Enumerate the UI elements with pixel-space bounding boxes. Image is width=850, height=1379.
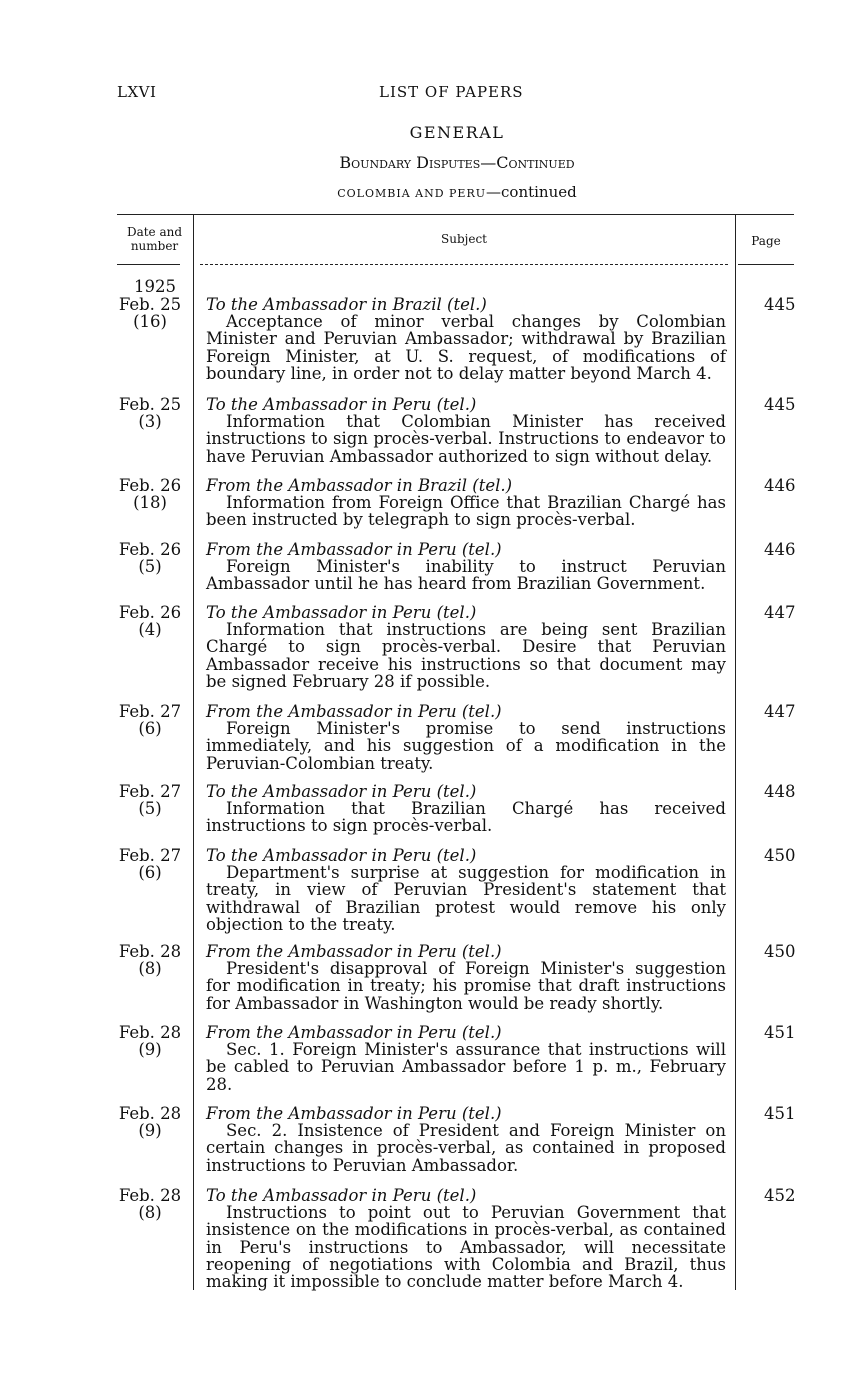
entry-subject-cell [206, 1024, 726, 1093]
entry-heading-text: From the Ambassador in Peru [206, 540, 457, 559]
entry-number: (5) [138, 799, 162, 818]
entry-text: Information that instructions are being sent Brazilian Chargé to sign procès-verbal. Desire that Peruvian Ambassador receive his instructions so that document may be signed February 28 if possible. [206, 620, 726, 691]
entry-number: (6) [138, 863, 162, 882]
entry-subject-cell [206, 604, 726, 690]
entry-page: 447 [764, 603, 796, 622]
entry-page: 451 [764, 1104, 796, 1123]
entry-number: (18) [133, 493, 167, 512]
entry-date: Feb. 28 [118, 1104, 182, 1123]
entry-subject-cell [206, 541, 726, 593]
entry-subject-cell [206, 847, 726, 933]
entry-number: (9) [138, 1040, 162, 1059]
entry-date: Feb. 28 [118, 1186, 182, 1205]
entry-text: Foreign Minister's promise to send instructions immediately, and his suggestion of a modification in the Peruvian-Colombian treaty. [206, 719, 726, 773]
entry-heading-text: To the Ambassador in Peru [206, 782, 432, 801]
entry-heading-text: From the Ambassador in Peru [206, 942, 457, 961]
header-rule-page [738, 264, 794, 265]
entry-subject-cell [206, 1187, 726, 1290]
entry-date-cell [110, 783, 190, 817]
entry-date-cell [110, 296, 190, 330]
entry-number: (3) [138, 412, 162, 431]
entry-heading-text: To the Ambassador in Peru [206, 395, 432, 414]
entry-page: 446 [764, 540, 796, 559]
entry-page: 452 [764, 1186, 796, 1205]
entry-heading [206, 703, 726, 720]
entry-heading-suffix: (tel.) [461, 942, 502, 961]
entry-heading-suffix: (tel.) [447, 295, 487, 314]
entry-text: Sec. 2. Insistence of President and Foreign Minister on certain changes in procès-verbal, as contained in proposed instructions to Peruvian Ambassador. [206, 1121, 726, 1175]
entry-heading [206, 943, 726, 960]
entry-page: 448 [764, 782, 796, 801]
entry-heading [206, 1105, 726, 1122]
subsection-title: Boundary Disputes—Continued [339, 153, 575, 172]
entry-page: 450 [764, 846, 796, 865]
column-header-page: Page [751, 234, 781, 248]
entry-page: 450 [764, 942, 796, 961]
entry-heading-text: From the Ambassador in Brazil [206, 476, 468, 495]
entry-text: President's disapproval of Foreign Minister's suggestion for modification in treaty; his promise that draft instructions for Ambassador in Washington would be ready shortly. [206, 959, 726, 1013]
entry-heading-text: To the Ambassador in Peru [206, 1186, 432, 1205]
header-rule-date [117, 264, 180, 265]
entry-subject-cell [206, 396, 726, 465]
page-number: LXVI [117, 83, 157, 101]
entry-date: Feb. 28 [118, 1023, 182, 1042]
entry-date-cell [110, 1024, 190, 1058]
entry-text: Information from Foreign Office that Brazilian Chargé has been instructed by telegraph to sign procès-verbal. [206, 493, 726, 530]
column-header-subject: Subject [441, 232, 487, 246]
entry-heading-suffix: (tel.) [436, 846, 477, 865]
entry-date-cell [110, 847, 190, 881]
entry-page: 445 [764, 295, 796, 314]
entry-date-cell [110, 541, 190, 575]
entry-number: (8) [138, 959, 162, 978]
entry-heading-text: To the Ambassador in Peru [206, 603, 432, 622]
entry-number: (6) [138, 719, 162, 738]
entry-text: Department's surprise at suggestion for modification in treaty, in view of Peruvian President's statement that withdrawal of Brazilian protest would remove his only objection to the treaty. [206, 863, 726, 934]
subsubsection-title [0, 183, 850, 201]
entry-page: 447 [764, 702, 796, 721]
entry-heading-text: From the Ambassador in Peru [206, 1023, 457, 1042]
entry-heading-text: To the Ambassador in Peru [206, 846, 432, 865]
column-divider-right [735, 215, 736, 1290]
entry-subject-cell [206, 703, 726, 772]
entry-heading [206, 1024, 726, 1041]
entry-number: (4) [138, 620, 162, 639]
entry-heading [206, 847, 726, 864]
entry-heading [206, 541, 726, 558]
column-header-date [117, 225, 192, 253]
entry-date: Feb. 28 [118, 942, 182, 961]
column-header-date-line1: Date and [126, 225, 183, 239]
entry-subject-cell [206, 1105, 726, 1174]
entry-heading [206, 783, 726, 800]
column-header-date-line2: number [130, 239, 179, 253]
entry-number: (9) [138, 1121, 162, 1140]
entry-date: Feb. 27 [118, 702, 182, 721]
entry-subject-cell [206, 296, 726, 382]
entry-date-cell [110, 604, 190, 638]
entry-subject-cell [206, 943, 726, 1012]
entry-date-cell [110, 1105, 190, 1139]
column-divider-left [193, 215, 194, 1290]
entry-heading [206, 1187, 726, 1204]
entry-heading-suffix: (tel.) [461, 540, 502, 559]
page-header [0, 83, 850, 103]
entry-heading-text: From the Ambassador in Peru [206, 1104, 457, 1123]
entry-page: 446 [764, 476, 796, 495]
entry-date: Feb. 25 [118, 395, 182, 414]
year-label: 1925 [134, 277, 176, 296]
running-title: LIST OF PAPERS [379, 83, 524, 101]
subsubsection-caps: COLOMBIA AND PERU [337, 187, 487, 200]
entry-number: (16) [133, 312, 167, 331]
entry-heading [206, 604, 726, 621]
entry-page: 451 [764, 1023, 796, 1042]
entry-date: Feb. 26 [118, 540, 182, 559]
entry-heading-text: From the Ambassador in Peru [206, 702, 457, 721]
entry-text: Foreign Minister's inability to instruct Peruvian Ambassador until he has heard from Brazilian Government. [206, 557, 726, 594]
entry-heading [206, 296, 726, 313]
entry-subject-cell [206, 783, 726, 835]
entry-text: Information that Brazilian Chargé has received instructions to sign procès-verbal. [206, 799, 726, 836]
entry-text: Acceptance of minor verbal changes by Colombian Minister and Peruvian Ambassador; withdrawal by Brazilian Foreign Minister, at U. S. request, of modifications of boundary line, in order not to delay matter beyond March 4. [206, 312, 726, 383]
entry-date: Feb. 26 [118, 603, 182, 622]
entry-text: Sec. 1. Foreign Minister's assurance that instructions will be cabled to Peruvian Ambassador before 1 p. m., February 28. [206, 1040, 726, 1094]
subsubsection-rest: —continued [486, 183, 577, 201]
entry-heading-suffix: (tel.) [472, 476, 513, 495]
entry-date: Feb. 27 [118, 846, 182, 865]
entry-date-cell [110, 1187, 190, 1221]
entry-date-cell [110, 703, 190, 737]
entry-heading-suffix: (tel.) [436, 395, 477, 414]
entry-date: Feb. 25 [118, 295, 182, 314]
entry-heading [206, 396, 726, 413]
entry-page: 445 [764, 395, 796, 414]
table-top-rule [117, 214, 794, 215]
entry-heading-suffix: (tel.) [436, 1186, 477, 1205]
entry-heading-suffix: (tel.) [436, 782, 477, 801]
entry-date: Feb. 26 [118, 476, 182, 495]
entry-date-cell [110, 943, 190, 977]
entry-date-cell [110, 396, 190, 430]
entry-text: Instructions to point out to Peruvian Government that insistence on the modifications in procès-verbal, as contained in Peru's instructions to Ambassador, will necessitate reopening of negotiations with Colombia and Brazil, thus making it impossible to conclude matter before March 4. [206, 1203, 726, 1292]
header-rule-subject [200, 264, 728, 265]
entry-text: Information that Colombian Minister has received instructions to sign procès-verbal. Instructions to endeavor to have Peruvian Ambassador authorized to sign without delay. [206, 412, 726, 466]
entry-heading-suffix: (tel.) [461, 1104, 502, 1123]
entry-heading-suffix: (tel.) [461, 702, 502, 721]
entry-heading-suffix: (tel.) [461, 1023, 502, 1042]
section-title: GENERAL [409, 123, 505, 142]
entry-heading-suffix: (tel.) [436, 603, 477, 622]
entry-subject-cell [206, 477, 726, 529]
entry-date-cell [110, 477, 190, 511]
entry-number: (5) [138, 557, 162, 576]
entry-number: (8) [138, 1203, 162, 1222]
entry-heading-text: To the Ambassador in Brazil [206, 295, 442, 314]
entry-date: Feb. 27 [118, 782, 182, 801]
entry-heading [206, 477, 726, 494]
